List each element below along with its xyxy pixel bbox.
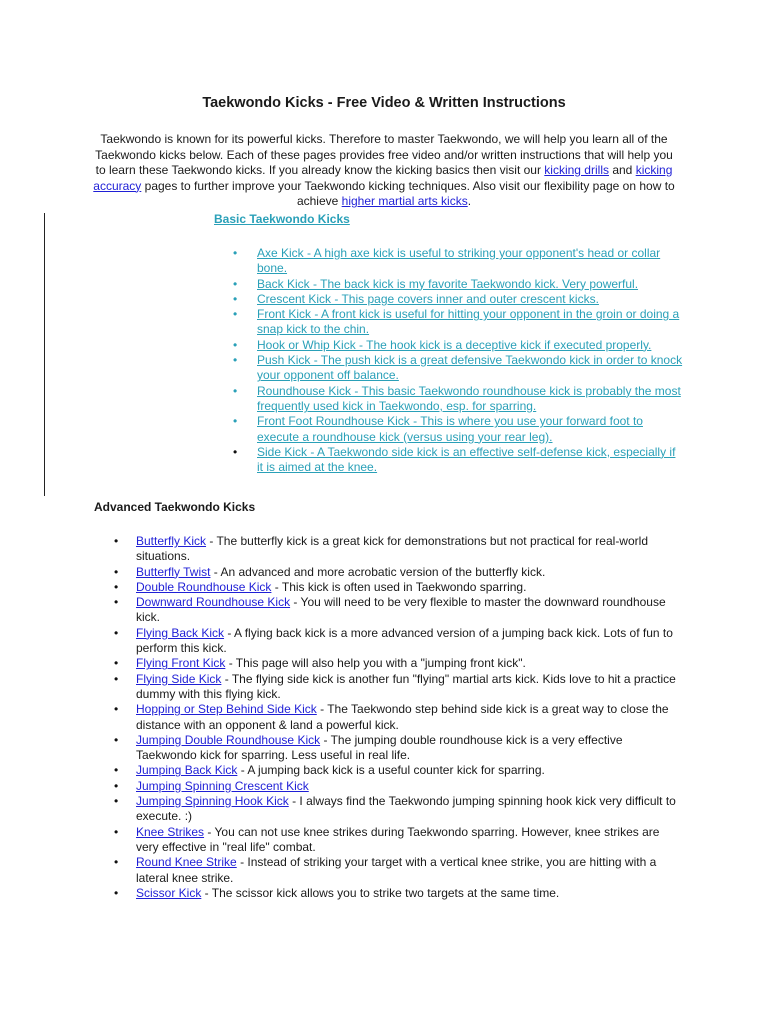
advanced-kick-desc: - The flying side kick is another fun "flying" martial arts kick. Kids love to hit a practice dummy with this flying kick.	[136, 671, 676, 701]
bullet-icon: •	[114, 671, 119, 686]
list-item	[114, 656, 684, 671]
kicking-drills-link[interactable]: kicking drills	[544, 163, 609, 177]
bullet-icon: •	[114, 625, 119, 640]
list-item	[114, 763, 684, 778]
advanced-kick-link[interactable]: Downward Roundhouse Kick	[136, 595, 291, 610]
list-item	[114, 779, 684, 794]
advanced-kick-desc: - The scissor kick allows you to strike two targets at the same time.	[201, 885, 560, 900]
advanced-kick-desc: - You can not use knee strikes during Taekwondo sparring. However, knee strikes are very effective in "real life" combat.	[136, 824, 660, 854]
advanced-kick-link[interactable]: Butterfly Kick	[136, 534, 207, 548]
basic-kick-link-back[interactable]: Back Kick - The back kick is my favorite Taekwondo kick. Very powerful.	[257, 276, 639, 291]
advanced-kicks-list	[114, 534, 684, 901]
advanced-kicks-heading: Advanced Taekwondo Kicks	[94, 500, 256, 514]
list-item	[114, 595, 684, 626]
bullet-icon: •	[114, 778, 119, 793]
basic-kick-link-side[interactable]: Side Kick - A Taekwondo side kick is an effective self-defense kick, especially if it is aimed at the knee.	[257, 444, 676, 475]
advanced-kick-link[interactable]: Round Knee Strike	[136, 855, 237, 870]
basic-kick-link-front-foot-roundhouse[interactable]: Front Foot Roundhouse Kick - This is where you use your forward foot to execute a roundhouse kick (versus using your rear leg).	[257, 414, 643, 444]
advanced-kick-link[interactable]: Flying Back Kick	[136, 625, 225, 640]
list-item	[233, 338, 683, 353]
list-item	[114, 565, 684, 580]
advanced-kick-link[interactable]: Jumping Back Kick	[136, 763, 238, 778]
list-item	[114, 794, 684, 825]
bullet-icon: •	[233, 291, 238, 306]
bullet-icon: •	[114, 732, 119, 747]
list-item	[114, 886, 684, 901]
bullet-icon: •	[114, 595, 119, 610]
advanced-kick-desc: - I always find the Taekwondo jumping spinning hook kick very difficult to execute. :)	[136, 794, 676, 824]
advanced-kick-link[interactable]: Double Roundhouse Kick	[136, 579, 272, 594]
basic-kicks-list	[233, 246, 683, 475]
advanced-kick-link[interactable]: Jumping Spinning Hook Kick	[136, 794, 289, 809]
intro-text-1: Taekwondo is known for its powerful kicks. Therefore to master Taekwondo, we will help you learn all of the Taekwondo kicks below. Each of these pages provides free video and/or written instructions that will help you to learn these Taekwondo kicks. If you already know the kicking basics then visit our	[95, 132, 673, 177]
bullet-icon: •	[114, 824, 119, 839]
list-item	[114, 534, 684, 565]
list-item	[233, 246, 683, 277]
list-item	[233, 353, 683, 384]
bullet-icon: •	[114, 656, 119, 671]
advanced-kick-desc: - You will need to be very flexible to master the downward roundhouse kick.	[136, 595, 666, 625]
bullet-icon: •	[114, 794, 119, 809]
advanced-kick-desc: - This kick is often used in Taekwondo sparring.	[271, 579, 527, 594]
bullet-icon: •	[114, 885, 119, 900]
basic-kick-link-axe[interactable]: Axe Kick - A high axe kick is useful to striking your opponent's head or collar bone.	[257, 246, 661, 276]
advanced-kick-desc: - The butterfly kick is a great kick for demonstrations but not practical for real-world situations.	[136, 534, 648, 564]
basic-kick-link-front[interactable]: Front Kick - A front kick is useful for hitting your opponent in the groin or doing a snap kick to the chin.	[257, 307, 680, 337]
list-item	[114, 855, 684, 886]
page-title: Taekwondo Kicks - Free Video & Written Instructions	[202, 95, 566, 111]
advanced-kick-link[interactable]: Hopping or Step Behind Side Kick	[136, 702, 317, 717]
advanced-kick-link[interactable]: Flying Front Kick	[136, 656, 226, 671]
bullet-icon: •	[233, 276, 238, 291]
list-item	[233, 414, 683, 445]
advanced-kick-link[interactable]: Butterfly Twist	[136, 564, 211, 579]
bullet-icon: •	[114, 564, 119, 579]
list-item	[114, 702, 684, 733]
intro-paragraph	[92, 132, 676, 210]
list-item	[233, 277, 683, 292]
advanced-kick-desc: - An advanced and more acrobatic version of the butterfly kick.	[210, 564, 546, 579]
advanced-kick-link[interactable]: Scissor Kick	[136, 885, 202, 900]
list-item	[233, 292, 683, 307]
list-item	[233, 307, 683, 338]
bullet-icon: •	[233, 246, 238, 260]
margin-change-bar	[44, 213, 45, 496]
basic-kick-link-crescent[interactable]: Crescent Kick - This page covers inner and outer crescent kicks.	[257, 291, 599, 306]
basic-kicks-heading[interactable]: Basic Taekwondo Kicks	[214, 212, 350, 226]
basic-kick-link-push[interactable]: Push Kick - The push kick is a great defensive Taekwondo kick in order to knock your opponent off balance.	[257, 353, 683, 383]
intro-text-4: .	[467, 194, 472, 208]
advanced-kick-link[interactable]: Jumping Spinning Crescent Kick	[136, 778, 309, 793]
bullet-icon: •	[114, 534, 119, 548]
list-item	[114, 825, 684, 856]
bullet-icon: •	[233, 307, 238, 322]
list-item	[114, 626, 684, 657]
bullet-icon: •	[233, 383, 238, 398]
advanced-kick-desc: - A flying back kick is a more advanced version of a jumping back kick. Lots of fun to perform this kick.	[136, 625, 673, 656]
list-item	[114, 672, 684, 703]
bullet-icon: •	[233, 414, 238, 429]
bullet-icon: •	[233, 337, 238, 352]
list-item	[114, 580, 684, 595]
higher-martial-arts-kicks-link[interactable]: higher martial arts kicks	[341, 194, 468, 208]
advanced-kick-desc: - This page will also help you with a "jumping front kick".	[225, 656, 526, 671]
list-item	[233, 384, 683, 415]
list-item	[233, 445, 683, 476]
advanced-kick-desc: - Instead of striking your target with a vertical knee strike, you are hitting with a lateral knee strike.	[136, 855, 657, 885]
advanced-kick-desc: - A jumping back kick is a useful counter kick for sparring.	[237, 763, 545, 778]
advanced-kick-link[interactable]: Flying Side Kick	[136, 671, 222, 686]
list-item	[114, 733, 684, 764]
bullet-icon: •	[114, 579, 119, 594]
advanced-kick-desc: - The Taekwondo step behind side kick is a great way to close the distance with an opponent & land a powerful kick.	[136, 702, 669, 732]
basic-kick-link-hook[interactable]: Hook or Whip Kick - The hook kick is a deceptive kick if executed properly.	[257, 337, 652, 352]
advanced-kick-link[interactable]: Knee Strikes	[136, 824, 205, 839]
bullet-icon: •	[114, 763, 119, 778]
intro-text-3: pages to further improve your Taekwondo kicking techniques. Also visit our flexibility page on how to achieve	[141, 178, 675, 208]
basic-kick-link-roundhouse[interactable]: Roundhouse Kick - This basic Taekwondo roundhouse kick is probably the most frequently used kick in Taekwondo, esp. for sparring.	[257, 383, 681, 413]
advanced-kick-link[interactable]: Jumping Double Roundhouse Kick	[136, 732, 321, 747]
advanced-kick-desc: - The jumping double roundhouse kick is a very effective Taekwondo kick for sparring. Less useful in real life.	[136, 732, 623, 763]
bullet-icon: •	[233, 444, 238, 459]
bullet-icon: •	[114, 702, 119, 717]
kicking-accuracy-link[interactable]: kicking accuracy	[93, 163, 673, 193]
bullet-icon: •	[114, 855, 119, 870]
intro-text-2: and	[608, 163, 636, 177]
bullet-icon: •	[233, 353, 238, 368]
